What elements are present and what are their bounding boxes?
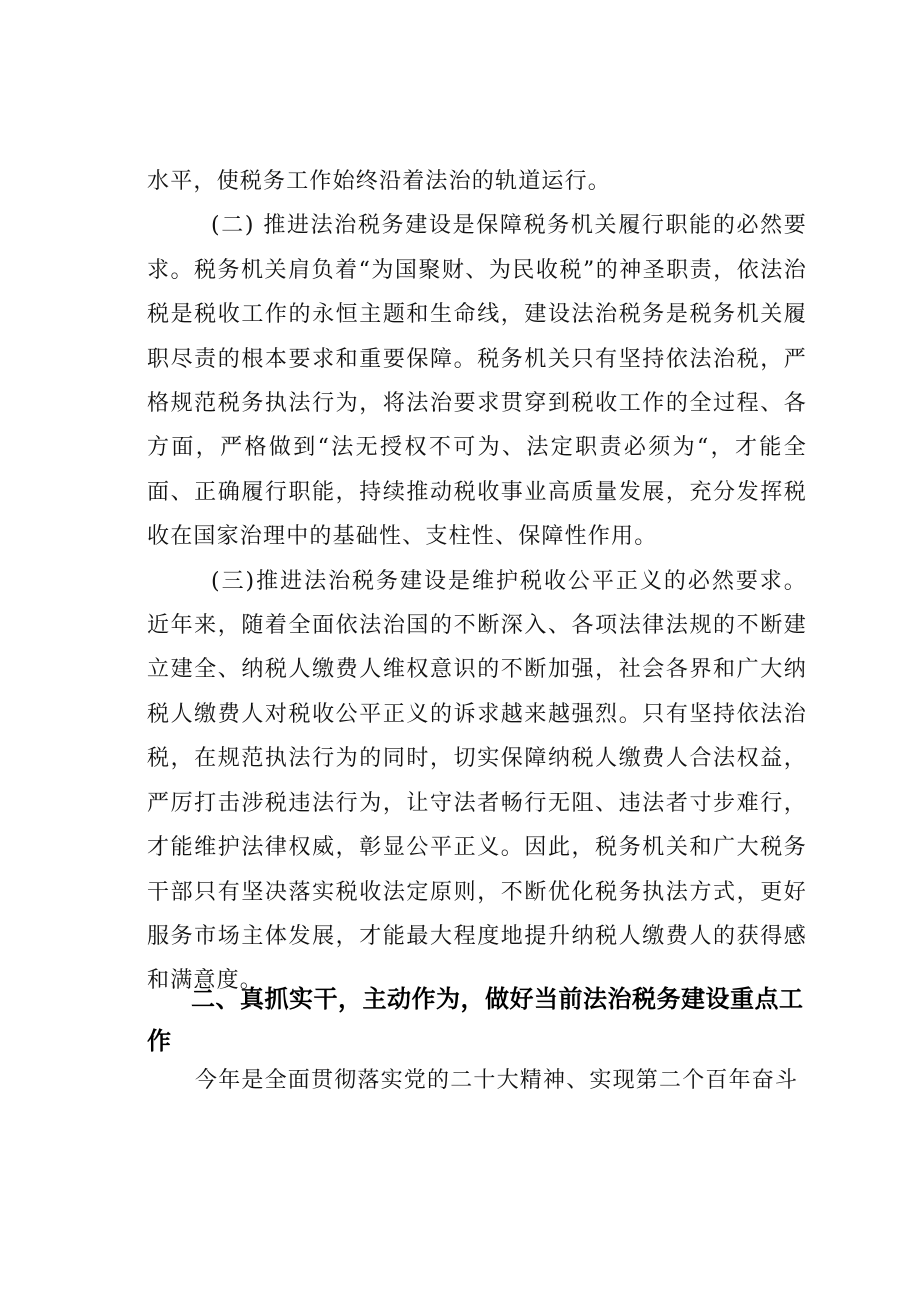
paragraph-2: (二) 推进法治税务建设是保障税务机关履行职能的必然要求。税务机关肩负着“为国聚财、为民收税”的神圣职责，依法治税是税收工作的永恒主题和生命线，建设法治税务是税务机关履职尽责的根本要求和重要保障。税务机关只有坚持依法治税，严格规范税务执法行为，将法治要求贯穿到税收工作的全过程、各方面，严格做到“法无授权不可为、法定职责必须为“，才能全面、正确履行职能，持续推动税收事业高质量发展，充分发挥税收在国家治理中的基础性、支柱性、保障性作用。 (147, 213, 807, 550)
section-heading: 二、真抓实干，主动作为，做好当前法治税务建设重点工作 (147, 985, 804, 1055)
paragraph-carryover: 水平，使税务工作始终沿着法治的轨道运行。 (147, 169, 612, 194)
paragraph-4: 今年是全面贯彻落实党的二十大精神、实现第二个百年奋斗 (195, 1068, 799, 1093)
paragraph-3: (三)推进法治税务建设是维护税收公平正义的必然要求。近年来，随着全面依法治国的不断深入、各项法律法规的不断建立建全、纳税人缴费人维权意识的不断加强，社会各界和广大纳税人缴费人对税收公平正义的诉求越来越强烈。只有坚持依法治税，在规范执法行为的同时，切实保障纳税人缴费人合法权益，严厉打击涉税违法行为，让守法者畅行无阻、违法者寸步难行，才能维护法律权威，彰显公平正义。因此，税务机关和广大税务干部只有坚决落实税收法定原则，不断优化税务执法方式，更好服务市场主体发展，才能最大程度地提升纳税人缴费人的获得感和满意度。 (147, 568, 807, 994)
body-text (147, 160, 807, 1004)
